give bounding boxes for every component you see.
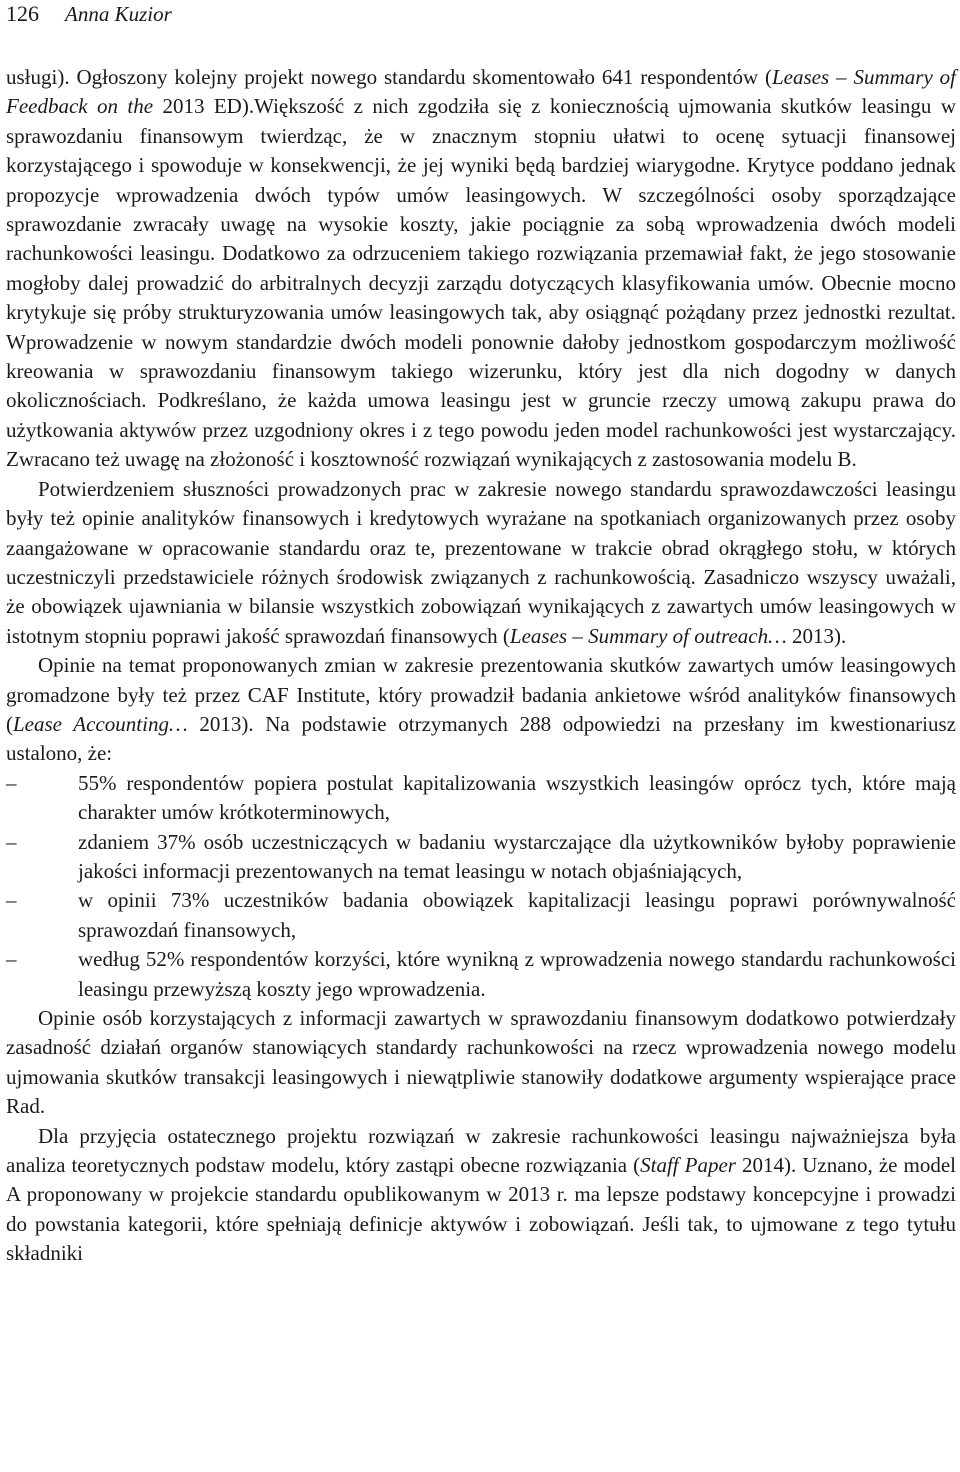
paragraph-text: usługi). Ogłoszony kolejny projekt nowego standardu skomentowało 641 respondentów ( bbox=[6, 65, 772, 89]
list-item-text: w opinii 73% uczestników badania obowiązek kapitalizacji leasingu poprawi porównywalność sprawozdań finansowych, bbox=[78, 888, 956, 942]
list-item-text: według 52% respondentów korzyści, które wynikną z wprowadzenia nowego standardu rachunkowości leasingu przewyższą koszty jego wprowadzenia. bbox=[78, 947, 956, 1001]
list-item bbox=[6, 945, 956, 1004]
paragraph-text: 2013 ED).Większość z nich zgodziła się z koniecznością ujmowania skutków leasingu w sprawozdaniu finansowym twierdząc, że w znacznym stopniu ułatwi to ocenę sytuacji finansowej korzystającego i spowoduje w konsekwencji, że jej wyniki będą bardziej wiarygodne. Krytyce poddano jednak propozycje wprowadzenia dwóch typów umów leasingowych. W szczególności osoby sporządzające sprawozdanie zwracały uwagę na wysokie koszty, jakie pociągnie za sobą wprowadzenia dwóch modeli rachunkowości leasingu. Dodatkowo za odrzuceniem takiego rozwiązania przemawiał fakt, że jego stosowanie mogłoby dalej prowadzić do arbitralnych decyzji zarządu dotyczących klasyfikowania umów. Obecnie mocno krytykuje się próby strukturyzowania umów leasingowych tak, aby osiągnąć pożądany przez jednostki rezultat. Wprowadzenie w nowym standardzie dwóch modeli ponownie dałoby jednostkom gospodarczym możliwość kreowania w sprawozdaniu finansowym takiego wizerunku, który jest dla nich dogodny w danych okolicznościach. Podkreślano, że każda umowa leasingu jest w gruncie rzeczy umową zakupu prawa do użytkowania aktywów przez uzgodniony okres i z tego powodu jeden model rachunkowości jest wystarczający. Zwracano też uwagę na złożoność i kosztowność rozwiązań wynikających z zastosowania modelu B. bbox=[6, 94, 956, 472]
citation-title: Staff Paper bbox=[640, 1153, 736, 1178]
paragraph bbox=[6, 63, 956, 475]
paragraphs-after-list bbox=[6, 1004, 956, 1269]
paragraph-text: 2013). Na podstawie otrzymanych 288 odpowiedzi na przesłany im kwestionariusz ustalono, że: bbox=[6, 711, 956, 766]
bullet-list bbox=[6, 769, 956, 1004]
paragraph-text: 2013). bbox=[786, 623, 847, 648]
paragraph-text: Dla przyjęcia ostatecznego projektu rozwiązań w zakresie rachunkowości leasingu najważniejsza była analiza teoretycznych podstaw modelu, który zastąpi obecne rozwiązania ( bbox=[6, 1123, 956, 1178]
dash-bullet: – bbox=[6, 829, 17, 854]
list-item bbox=[6, 886, 956, 945]
page-header bbox=[6, 0, 956, 28]
body-text bbox=[6, 63, 956, 1269]
list-item-text: 55% respondentów popiera postulat kapitalizowania wszystkich leasingów oprócz tych, które mają charakter umów krótkoterminowych, bbox=[78, 770, 956, 825]
list-item bbox=[6, 828, 956, 887]
paragraph-text: Opinie osób korzystających z informacji zawartych w sprawozdaniu finansowym dodatkowo potwierdzały zasadność działań organów stanowiących standardy rachunkowości na rzecz wprowadzenia nowego modelu ujmowania skutków transakcji leasingowych i niewątpliwie stanowiły dodatkowe argumenty wspierające prace Rad. bbox=[6, 1006, 956, 1119]
citation-title: Lease Accounting… bbox=[13, 711, 188, 736]
citation-title: Leases – Summary of outreach… bbox=[509, 623, 787, 648]
paragraph bbox=[6, 1004, 956, 1122]
list-item bbox=[6, 769, 956, 828]
paragraph bbox=[6, 1122, 956, 1269]
paragraph-text: Potwierdzeniem słuszności prowadzonych prac w zakresie nowego standardu sprawozdawczości leasingu były też opinie analityków finansowych i kredytowych wyrażane na spotkaniach organizowanych przez osoby zaangażowane w opracowanie standardu oraz te, prezentowane w trakcie obrad okrągłego stołu, w których uczestniczyli przedstawiciele różnych środowisk związanych z rachunkowością. Zasadniczo wszyscy uważali, że obowiązek ujawniania w bilansie wszystkich zobowiązań wynikających z zawartych umów leasingowych w istotnym stopniu poprawi jakość sprawozdań finansowych ( bbox=[6, 476, 956, 648]
paragraph bbox=[6, 475, 956, 651]
list-item-text: zdaniem 37% osób uczestniczących w badaniu wystarczające dla użytkowników byłoby poprawienie jakości informacji prezentowanych na temat leasingu w notach objaśniających, bbox=[78, 829, 956, 883]
paragraph-text: Opinie na temat proponowanych zmian w zakresie prezentowania skutków zawartych umów leasingowych gromadzone były też przez CAF Institute, który prowadził badania ankietowe wśród analityków finansowych ( bbox=[6, 653, 956, 736]
citation-title: Leases – Summary of Feedback on the bbox=[6, 65, 957, 119]
dash-bullet: – bbox=[6, 947, 17, 972]
paragraph bbox=[6, 651, 956, 769]
paragraphs-before-list bbox=[6, 63, 956, 769]
dash-bullet: – bbox=[6, 888, 17, 913]
dash-bullet: – bbox=[6, 770, 17, 795]
paragraph-text: 2014). Uznano, że model A proponowany w projekcie standardu opublikowanym w 2013 r. ma lepsze podstawy koncepcyjne i prowadzi do powstania kategorii, które spełniają definicje aktywów i zobowiązań. Jeśli tak, to ujmowane z tego tytułu składniki bbox=[6, 1153, 956, 1266]
page-number: 126 bbox=[6, 1, 39, 26]
running-head-author: Anna Kuzior bbox=[65, 2, 172, 26]
